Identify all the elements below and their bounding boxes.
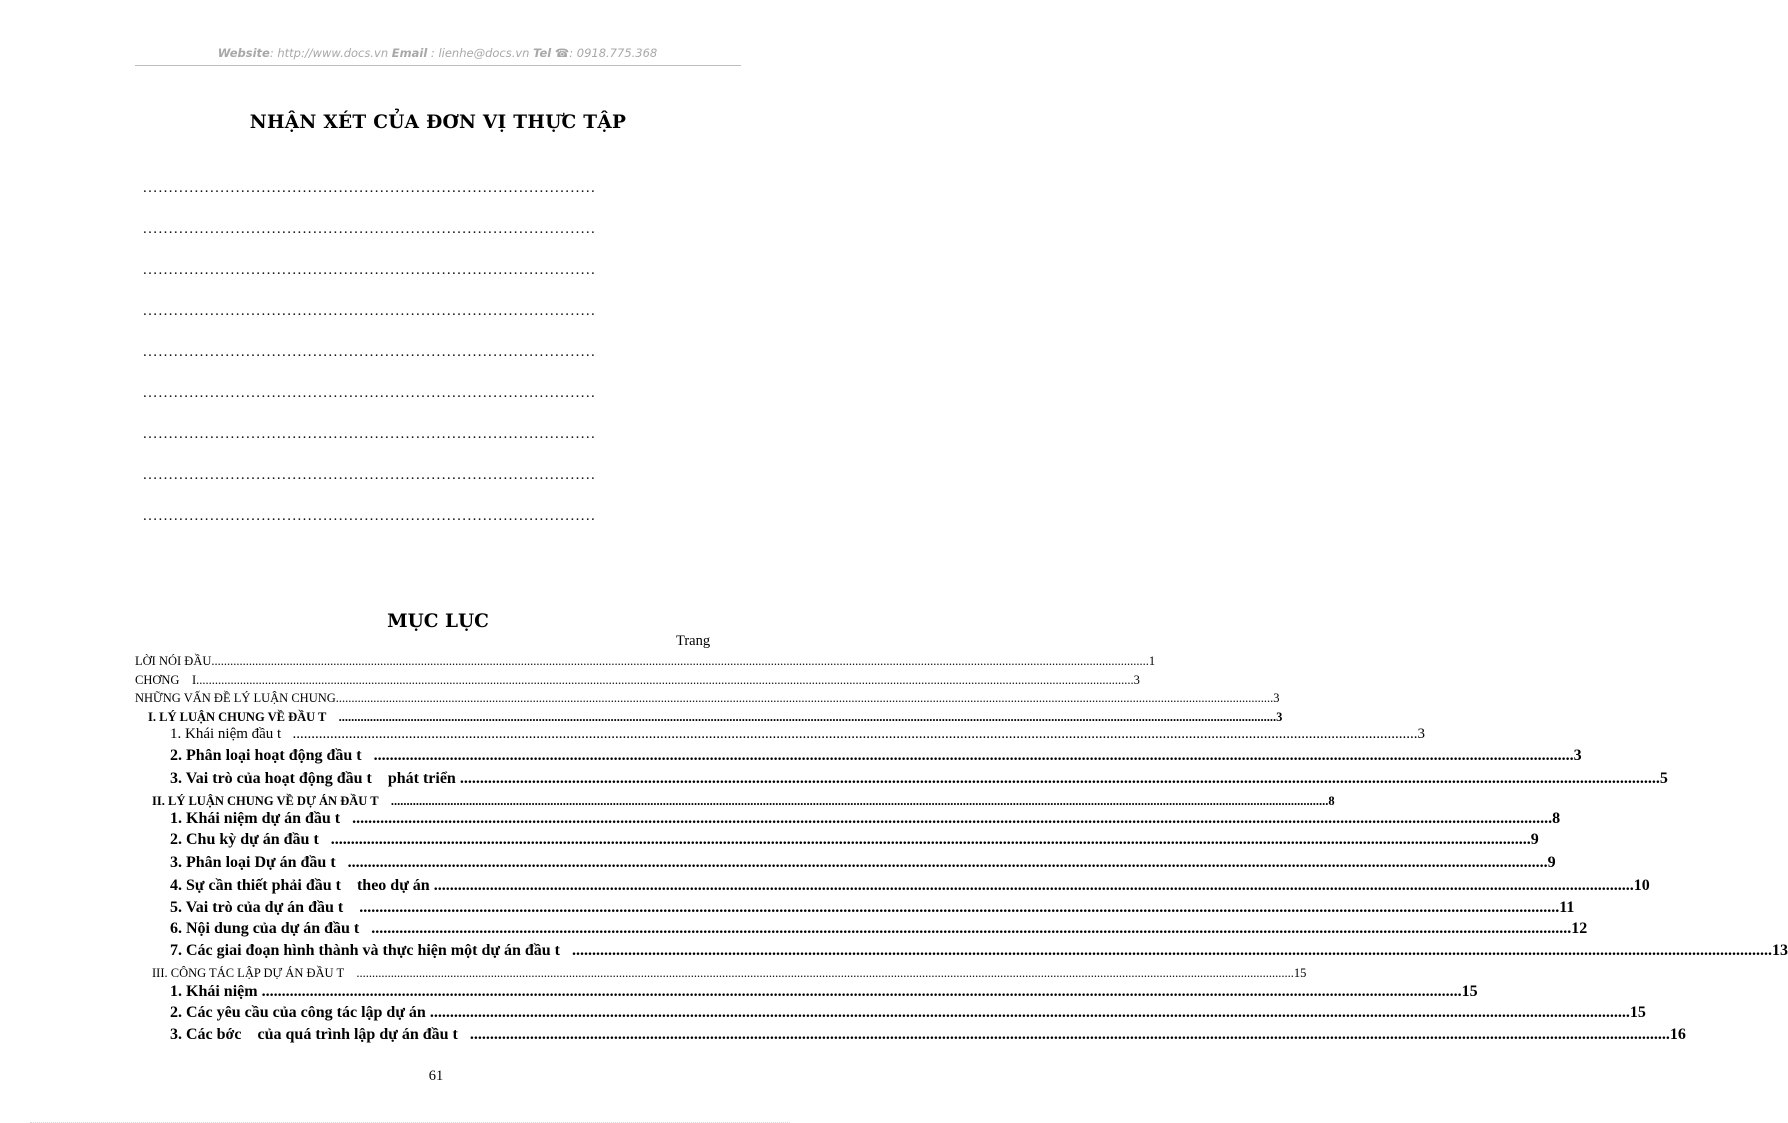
toc-entry[interactable] xyxy=(170,1026,1686,1044)
toc-leader: ............................................................................................................................................................................................................................................................................................................ xyxy=(371,920,1572,937)
website-label: Website xyxy=(217,46,270,60)
toc-entry-label: CHƠNG I xyxy=(135,673,197,687)
toc-entry-label: 2. Phân loại hoạt động đầu t xyxy=(170,747,374,764)
toc-entry-page: 3 xyxy=(1417,726,1425,742)
toc-entry-label: 3. Phân loại Dự án đầu t xyxy=(170,854,348,871)
toc-entry[interactable] xyxy=(170,1004,1646,1022)
toc-entry-page: 9 xyxy=(1530,831,1539,848)
toc-entry-page: 16 xyxy=(1669,1026,1686,1043)
toc-entry[interactable] xyxy=(170,831,1539,849)
toc-entry[interactable] xyxy=(170,983,1478,1001)
toc-entry[interactable] xyxy=(170,854,1556,872)
toc-entry-label: 4. Sự cần thiết phải đầu t theo dự án xyxy=(170,877,434,894)
toc-entry-page: 15 xyxy=(1629,1004,1646,1021)
toc-entry[interactable] xyxy=(152,966,1307,981)
toc-entry-label: NHỮNG VẤN ĐỀ LÝ LUẬN CHUNG xyxy=(135,691,336,705)
toc-leader: ............................................................................................................................................................................................................................................................................................................ xyxy=(359,899,1560,916)
dotted-line: ........................................................................................ xyxy=(143,303,597,319)
toc-entry-label: 6. Nội dung của dự án đầu t xyxy=(170,920,372,937)
toc-entry-page: 15 xyxy=(1293,966,1307,980)
toc-entry-page: 10 xyxy=(1633,877,1650,894)
toc-entry-label: 1. Khái niệm đầu t xyxy=(170,726,293,742)
dotted-line: ........................................................................................ xyxy=(143,467,597,483)
toc-entry-label: 2. Các yêu cầu của công tác lập dự án xyxy=(170,1004,430,1021)
toc-entry[interactable] xyxy=(170,810,1561,828)
dotted-line: ........................................................................................ xyxy=(143,344,597,360)
dotted-line: ........................................................................................ xyxy=(143,426,597,442)
toc-leader: ............................................................................................................................................................................................................................................................................................................ xyxy=(338,710,1277,724)
toc-entry-label: 5. Vai trò của dự án đầu t xyxy=(170,899,360,916)
toc-leader: ............................................................................................................................................................................................................................................................................................................ xyxy=(373,747,1574,764)
toc-entry-page: 3 xyxy=(1273,691,1280,705)
toc-leader: ............................................................................................................................................................................................................................................................................................................ xyxy=(335,691,1274,705)
dotted-line: ........................................................................................ xyxy=(143,385,597,401)
toc-entry[interactable] xyxy=(152,794,1335,809)
toc-entry-label: 7. Các giai đoạn hình thành và thực hiện một dự án đầu t xyxy=(170,942,572,959)
toc-entry[interactable] xyxy=(170,747,1582,765)
toc-entry[interactable] xyxy=(170,770,1668,788)
toc-entry-label: 2. Chu kỳ dự án đầu t xyxy=(170,831,331,848)
toc-leader: ............................................................................................................................................................................................................................................................................................................ xyxy=(356,966,1294,980)
toc-entry-page: 12 xyxy=(1571,920,1588,937)
toc-leader: ............................................................................................................................................................................................................................................................................................................ xyxy=(459,770,1660,787)
dotted-line: ........................................................................................ xyxy=(143,508,597,524)
tel-label: Tel xyxy=(533,46,552,60)
toc-entry-page: 8 xyxy=(1328,794,1335,808)
toc-entry[interactable] xyxy=(170,899,1575,917)
toc-entry-page: 9 xyxy=(1547,854,1556,871)
toc-leader: ............................................................................................................................................................................................................................................................................................................ xyxy=(469,1026,1670,1043)
evaluation-title: NHẬN XÉT CỦA ĐƠN VỊ THỰC TẬP xyxy=(249,112,627,133)
toc-entry[interactable] xyxy=(170,877,1650,895)
toc-entry[interactable] xyxy=(170,920,1588,938)
document-header xyxy=(135,46,740,60)
toc-entry-label: II. LÝ LUẬN CHUNG VỀ DỰ ÁN ĐẦU T xyxy=(152,794,391,808)
toc-leader: ............................................................................................................................................................................................................................................................................................................ xyxy=(571,942,1772,959)
toc-leader: ............................................................................................................................................................................................................................................................................................................ xyxy=(433,877,1634,894)
toc-entry-page: 13 xyxy=(1771,942,1788,959)
toc-entry-label: 1. Khái niệm xyxy=(170,983,262,1000)
toc-leader: ............................................................................................................................................................................................................................................................................................................ xyxy=(390,794,1329,808)
toc-entry[interactable] xyxy=(148,710,1283,725)
toc-entry[interactable] xyxy=(135,691,1280,706)
toc-entry-page: 5 xyxy=(1659,770,1668,787)
toc-entry-label: 3. Vai trò của hoạt động đầu t phát triển xyxy=(170,770,460,787)
toc-leader: ............................................................................................................................................................................................................................................................................................................ xyxy=(196,673,1134,687)
toc-entry-page: 15 xyxy=(1461,983,1478,1000)
toc-entry-page: 11 xyxy=(1559,899,1575,916)
toc-entry-page: 1 xyxy=(1148,654,1156,668)
toc-leader: ............................................................................................................................................................................................................................................................................................................ xyxy=(292,726,1418,742)
toc-entry-label: 3. Các bớc của quá trình lập dự án đầu t xyxy=(170,1026,470,1043)
toc-leader: ............................................................................................................................................................................................................................................................................................................ xyxy=(261,983,1462,1000)
phone-icon: ☎ xyxy=(554,46,570,60)
header-divider xyxy=(135,65,741,66)
toc-entry-label: 1. Khái niệm dự án đầu t xyxy=(170,810,353,827)
dotted-line: ........................................................................................ xyxy=(143,221,597,237)
toc-entry[interactable] xyxy=(170,942,1788,960)
toc-entry-label: III. CÔNG TÁC LẬP DỰ ÁN ĐẦU T xyxy=(152,966,357,980)
dotted-line: ........................................................................................ xyxy=(143,180,597,196)
page-number: 61 xyxy=(428,1068,444,1084)
toc-entry-page: 3 xyxy=(1573,747,1582,764)
website-value: : http://www.docs.vn xyxy=(269,46,389,60)
toc-entry[interactable] xyxy=(170,726,1425,743)
email-label: Email xyxy=(391,46,428,60)
email-value: : lienhe@docs.vn xyxy=(430,46,530,60)
toc-entry-page: 8 xyxy=(1552,810,1561,827)
tel-value: : 0918.775.368 xyxy=(569,46,658,60)
dotted-line: ........................................................................................ xyxy=(143,262,597,278)
toc-entry-label: I. LÝ LUẬN CHUNG VỀ ĐẦU T xyxy=(148,710,339,724)
toc-entry-page: 3 xyxy=(1276,710,1283,724)
toc-title: MỤC LỤC xyxy=(387,611,489,632)
toc-entry-page: 3 xyxy=(1133,673,1140,687)
toc-leader: ............................................................................................................................................................................................................................................................................................................ xyxy=(352,810,1553,827)
toc-leader: ............................................................................................................................................................................................................................................................................................................ xyxy=(211,654,1149,668)
toc-page-column-label: Trang xyxy=(676,633,711,649)
toc-entry-label: LỜI NÓI ĐẦU xyxy=(135,654,212,668)
toc-leader: ............................................................................................................................................................................................................................................................................................................ xyxy=(429,1004,1630,1021)
toc-entry[interactable] xyxy=(135,673,1140,688)
toc-leader: ............................................................................................................................................................................................................................................................................................................ xyxy=(330,831,1531,848)
toc-leader: ............................................................................................................................................................................................................................................................................................................ xyxy=(347,854,1548,871)
toc-entry[interactable] xyxy=(135,654,1156,669)
